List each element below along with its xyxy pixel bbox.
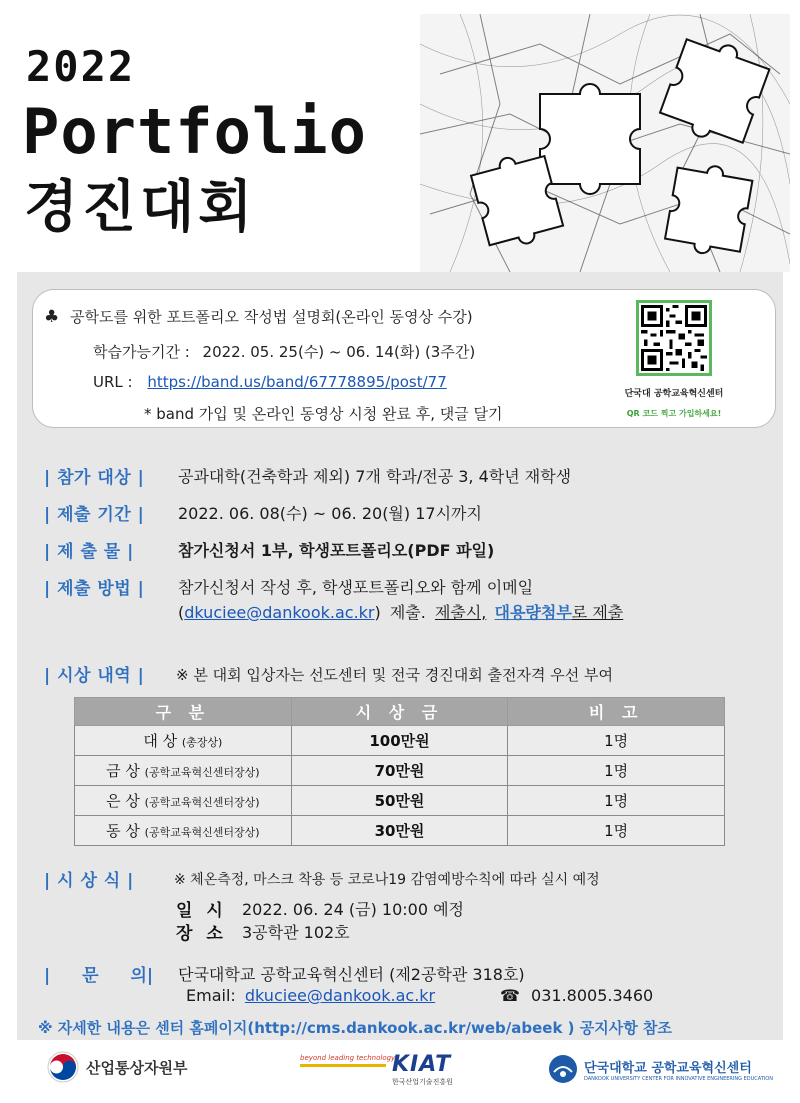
ceremony-date-value: 2022. 06. 24 (금) 10:00 예정 [242, 900, 465, 919]
club-icon: ♣ [44, 307, 60, 327]
info-line-period [93, 341, 475, 362]
kiat-name: KIAT [392, 1052, 452, 1077]
dku-name: 단국대학교 공학교육혁신센터 [584, 1060, 752, 1076]
items-text: 참가신청서 1부, 학생포트폴리오(PDF 파일) [178, 541, 495, 560]
title-main: Portfolio [22, 95, 367, 168]
note-cell: 1명 [508, 786, 725, 816]
qr-code-image[interactable] [636, 300, 712, 376]
contact-org: 단국대학교 공학교육혁신센터 (제2공학관 318호) [178, 965, 525, 984]
email-label: Email: [186, 986, 236, 1005]
table-row [75, 756, 725, 786]
target-text: 공과대학(건축학과 제외) 7개 학과/전공 3, 4학년 재학생 [178, 467, 572, 486]
kiat-wordmark [392, 1052, 453, 1087]
dku-text [584, 1057, 773, 1082]
target-label: | 참가 대상 | [44, 468, 145, 488]
header-grade: 구 분 [75, 698, 292, 726]
prize-cell: 30만원 [291, 816, 508, 846]
ceremony-note: ※ 체온측정, 마스크 착용 등 코로나19 감염예방수칙에 따라 실시 예정 [174, 872, 600, 888]
period-text: 2022. 06. 08(수) ~ 06. 20(월) 17시까지 [178, 504, 482, 523]
note-cell: 1명 [508, 726, 725, 756]
contact-phone: 031.8005.3460 [531, 986, 654, 1005]
dku-subname: DANKOOK UNIVERSITY CENTER FOR INNOVATIVE ENGINEERING EDUCATION [584, 1075, 773, 1082]
title-year: 2022 [26, 42, 136, 91]
ceremony-label: | 시 상 식 | [44, 871, 134, 891]
kiat-subname: 한국산업기술진흥원 [392, 1078, 453, 1086]
info-note: * band 가입 및 온라인 동영상 시청 완료 후, 댓글 달기 [144, 405, 503, 423]
qr-hint: QR 코드 찍고 가입하세요! [626, 409, 722, 418]
phone-icon: ☎ [500, 986, 520, 1005]
table-row [75, 726, 725, 756]
info-session-text: 공학도를 위한 포트폴리오 작성법 설명회(온라인 동영상 수강) [70, 308, 473, 326]
contact-label: | 문 의| [44, 966, 154, 986]
qr-caption: 단국대 공학교육혁신센터 [624, 389, 724, 399]
band-url-link[interactable]: https://band.us/band/67778895/post/77 [147, 373, 447, 391]
kiat-logo [300, 1054, 395, 1067]
method-text-2d: 로 제출 [571, 603, 624, 622]
info-line-url [93, 373, 447, 391]
header-note: 비 고 [508, 698, 725, 726]
award-label: | 시상 내역 | [44, 666, 145, 686]
taegeuk-icon [46, 1050, 80, 1084]
contact-email-line [186, 986, 435, 1005]
ceremony-place-value: 3공학관 102호 [242, 923, 350, 942]
grade-cell: 동 상 (공학교육혁신센터장상) [75, 816, 292, 846]
method-text-2: (dkuciee@dankook.ac.kr) 제출. 제출시, 대용량첨부로 제출 [178, 603, 624, 622]
grade-cell: 금 상 (공학교육혁신센터장상) [75, 756, 292, 786]
prize-cell: 70만원 [291, 756, 508, 786]
contact-phone-line [500, 986, 653, 1005]
info-url-label: URL : [93, 373, 133, 391]
ceremony-place-label: 장 소 [176, 924, 227, 944]
header-prize: 시 상 금 [291, 698, 508, 726]
method-email-link[interactable]: dkuciee@dankook.ac.kr [184, 603, 375, 622]
puzzle-art-image [420, 14, 790, 272]
note-cell: 1명 [508, 816, 725, 846]
title-sub: 경진대회 [24, 175, 257, 240]
ministry-logo [46, 1050, 187, 1084]
award-text: ※ 본 대회 입상자는 선도센터 및 전국 경진대회 출전자격 우선 부여 [176, 666, 613, 684]
poster-header [0, 0, 800, 272]
table-row [75, 816, 725, 846]
info-period-label: 학습가능기간 : [93, 343, 190, 361]
ministry-name: 산업통상자원부 [86, 1058, 188, 1077]
award-table-header [75, 698, 725, 726]
kiat-tagline: beyond leading technology [300, 1054, 396, 1062]
footer-logos [0, 1040, 800, 1103]
dku-emblem-icon [548, 1054, 578, 1084]
method-text-2b: 제출시, [434, 603, 487, 622]
items-label: | 제 출 물 | [44, 542, 134, 562]
kiat-bar [300, 1064, 386, 1067]
footnote: ※ 자세한 내용은 센터 홈페이지(http://cms.dankook.ac.kr/web/abeek ) 공지사항 참조 [38, 1019, 672, 1037]
info-period-value: 2022. 05. 25(수) ~ 06. 14(화) (3주간) [202, 343, 476, 361]
info-line-session [44, 306, 473, 327]
dku-logo [548, 1054, 773, 1084]
table-row [75, 786, 725, 816]
period-label: | 제출 기간 | [44, 505, 145, 525]
method-text-2c: 대용량첨부 [494, 603, 572, 622]
method-text-2a: 제출. [389, 603, 426, 622]
prize-cell: 50만원 [291, 786, 508, 816]
ceremony-date-label: 일 시 [176, 901, 227, 921]
prize-cell: 100만원 [291, 726, 508, 756]
note-cell: 1명 [508, 756, 725, 786]
contact-email-link[interactable]: dkuciee@dankook.ac.kr [244, 986, 436, 1005]
award-table [74, 697, 725, 846]
method-text: 참가신청서 작성 후, 학생포트폴리오와 함께 이메일 [178, 578, 534, 597]
method-label: | 제출 방법 | [44, 579, 145, 599]
grade-cell: 은 상 (공학교육혁신센터장상) [75, 786, 292, 816]
grade-cell: 대 상 (총장상) [75, 726, 292, 756]
